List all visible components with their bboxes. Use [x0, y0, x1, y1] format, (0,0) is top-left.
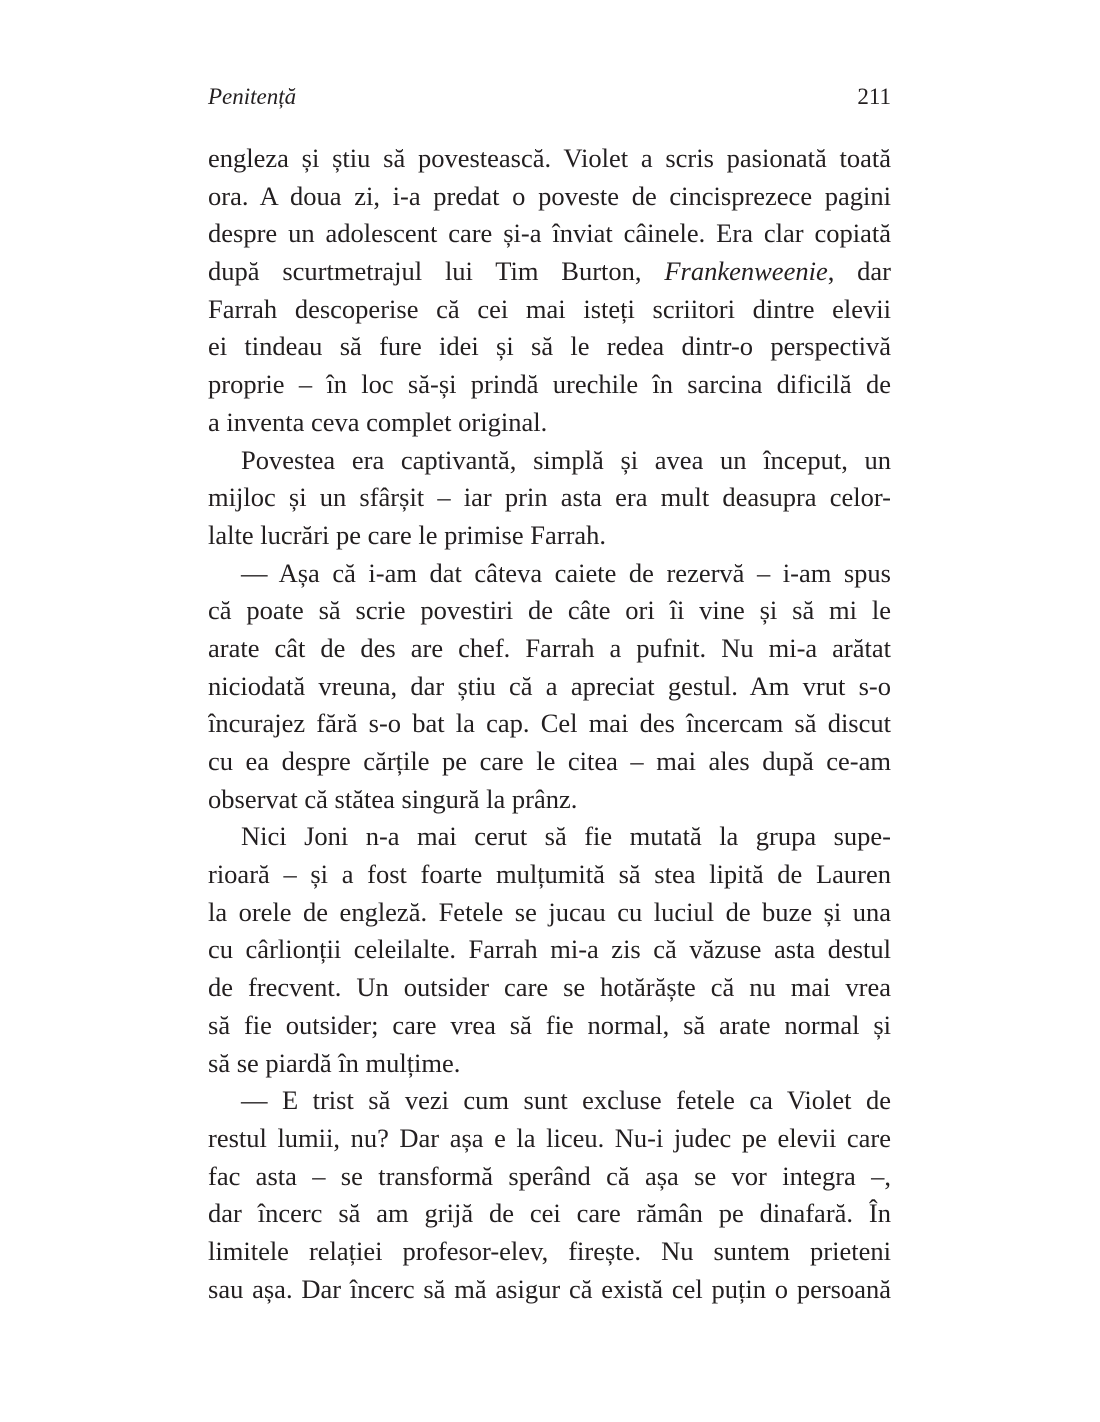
text-line: să fie outsider; care vrea să fie normal, să arate normal și	[208, 1009, 891, 1040]
text-line: — Așa că i-am dat câteva caiete de rezervă – i-am spus	[241, 557, 891, 588]
page-number: 211	[857, 84, 891, 109]
text-line: ei tindeau să fure idei și să le redea dintr-o perspectivă	[208, 331, 891, 362]
text-line: despre un adolescent care și-a înviat câinele. Era clar copiată	[208, 218, 891, 249]
text-segment: după scurtmetrajul lui Tim Burton,	[208, 256, 665, 287]
text-line: Nici Joni n-a mai cerut să fie mutată la grupa supe-	[241, 821, 891, 852]
text-line: fac asta – se transformă sperând că așa se vor integra –,	[208, 1160, 891, 1191]
text-line: a inventa ceva complet original.	[208, 406, 548, 437]
text-line: mijloc și un sfârșit – iar prin asta era mult deasupra celor-	[208, 482, 891, 513]
text-line: lalte lucrări pe care le primise Farrah.	[208, 519, 607, 550]
text-line: engleza și știu să povestească. Violet a scris pasionată toată	[208, 143, 891, 173]
text-line: să se piardă în mulțime.	[208, 1047, 461, 1078]
text-line: de frecvent. Un outsider care se hotărăște că nu mai vrea	[208, 972, 891, 1003]
text-line: proprie – în loc să-și prindă urechile în sarcina dificilă de	[208, 369, 891, 400]
text-line: la orele de engleză. Fetele se jucau cu luciul de buze și una	[208, 896, 891, 927]
text-line: sau așa. Dar încerc să mă asigur că există cel puțin o persoană	[208, 1273, 891, 1304]
film-title: Frankenweenie	[664, 256, 828, 287]
text-segment: , dar	[827, 256, 891, 287]
text-line: cu cârlionții celeilalte. Farrah mi-a zis că văzuse asta destul	[208, 934, 891, 965]
text-line: arate cât de des are chef. Farrah a pufnit. Nu mi-a arătat	[208, 632, 891, 663]
text-line: rioară – și a fost foarte mulțumită să stea lipită de Lauren	[208, 859, 891, 890]
text-line: dar încerc să am grijă de cei care rămân pe dinafară. În	[208, 1198, 891, 1229]
body-text	[208, 140, 891, 1308]
text-line: Povestea era captivantă, simplă și avea un început, un	[241, 444, 891, 475]
text-line: limitele relației profesor-elev, firește. Nu suntem prieteni	[208, 1235, 891, 1266]
text-line: restul lumii, nu? Dar așa e la liceu. Nu-i judec pe elevii care	[208, 1122, 891, 1153]
running-title: Penitență	[208, 84, 297, 109]
text-line	[208, 253, 891, 291]
text-line: ora. A doua zi, i-a predat o poveste de cincisprezece pagini	[208, 180, 891, 211]
text-line: niciodată vreuna, dar știu că a apreciat gestul. Am vrut s-o	[208, 670, 891, 701]
page-header	[208, 80, 891, 116]
text-line: Farrah descoperise că cei mai isteți scriitori dintre elevii	[208, 293, 891, 324]
text-line: că poate să scrie povestiri de câte ori îi vine și să mi le	[208, 595, 891, 626]
text-line: cu ea despre cărțile pe care le citea – mai ales după ce-am	[208, 746, 891, 776]
text-line: încurajez fără s-o bat la cap. Cel mai des încercam să discut	[208, 708, 891, 739]
text-line: observat că stătea singură la prânz.	[208, 783, 578, 814]
text-line: — E trist să vezi cum sunt excluse fetele ca Violet de	[241, 1085, 891, 1116]
